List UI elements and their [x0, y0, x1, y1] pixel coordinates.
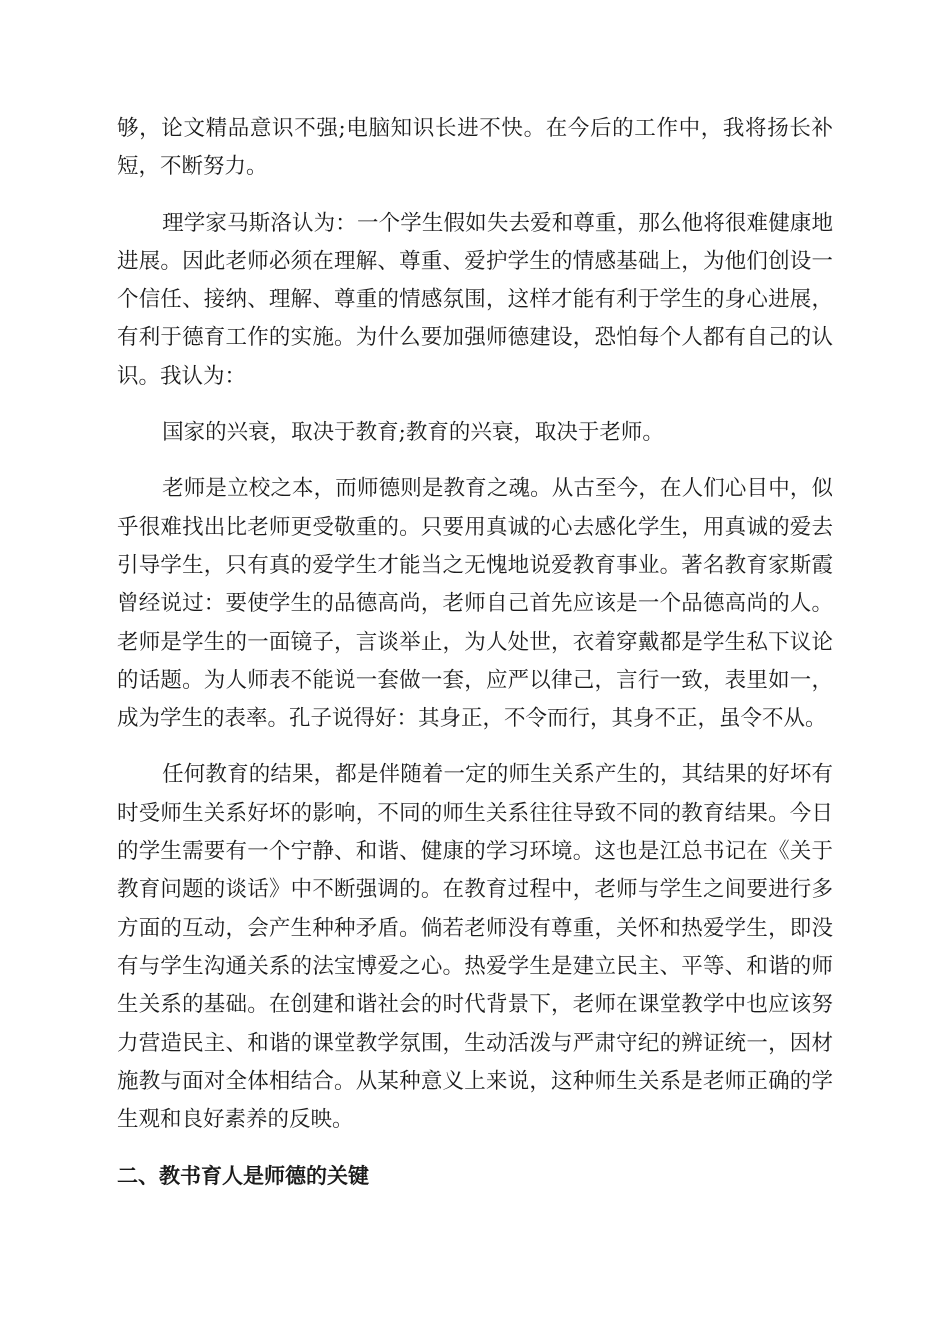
paragraph-teacher-ethics: 老师是立校之本，而师德则是教育之魂。从古至今，在人们心目中，似乎很难找出比老师更受敬重的。只要用真诚的心去感化学生，用真诚的爱去引导学生，只有真的爱学生才能当之无愧地说爱教育事业。著名教育家斯霞曾经说过：要使学生的品德高尚，老师自己首先应该是一个品德高尚的人。老师是学生的一面镜子，言谈举止，为人处世，衣着穿戴都是学生私下议论的话题。为人师表不能说一套做一套，应严以律己，言行一致，表里如一，成为学生的表率。孔子说得好：其身正，不令而行，其身不正，虽令不从。: [117, 476, 833, 732]
document-body: [117, 110, 833, 1196]
paragraph-nation-education: 国家的兴衰，取决于教育;教育的兴衰，取决于老师。: [162, 420, 664, 446]
paragraph-maslow: 理学家马斯洛认为：一个学生假如失去爱和尊重，那么他将很难健康地进展。因此老师必须在理解、尊重、爱护学生的情感基础上，为他们创设一个信任、接纳、理解、尊重的情感氛围，这样才能有利于学生的身心进展，有利于德育工作的实施。为什么要加强师德建设，恐怕每个人都有自己的认识。我认为：: [117, 210, 833, 389]
paragraph-teacher-student-relation: 任何教育的结果，都是伴随着一定的师生关系产生的，其结果的好坏有时受师生关系好坏的影响，不同的师生关系往往导致不同的教育结果。今日的学生需要有一个宁静、和谐、健康的学习环境。这也是江总书记在《关于教育问题的谈话》中不断强调的。在教育过程中，老师与学生之间要进行多方面的互动，会产生种种矛盾。倘若老师没有尊重，关怀和热爱学生，即没有与学生沟通关系的法宝博爱之心。热爱学生是建立民主、平等、和谐的师生关系的基础。在创建和谐社会的时代背景下，老师在课堂教学中也应该努力营造民主、和谐的课堂教学氛围，生动活泼与严肃守纪的辨证统一，因材施教与面对全体相结合。从某种意义上来说，这种师生关系是老师正确的学生观和良好素养的反映。: [117, 762, 833, 1133]
section-heading: 二、教书育人是师德的关键: [117, 1164, 369, 1189]
paragraph-continuation: 够，论文精品意识不强;电脑知识长进不快。在今后的工作中，我将扬长补短，不断努力。: [117, 116, 833, 180]
